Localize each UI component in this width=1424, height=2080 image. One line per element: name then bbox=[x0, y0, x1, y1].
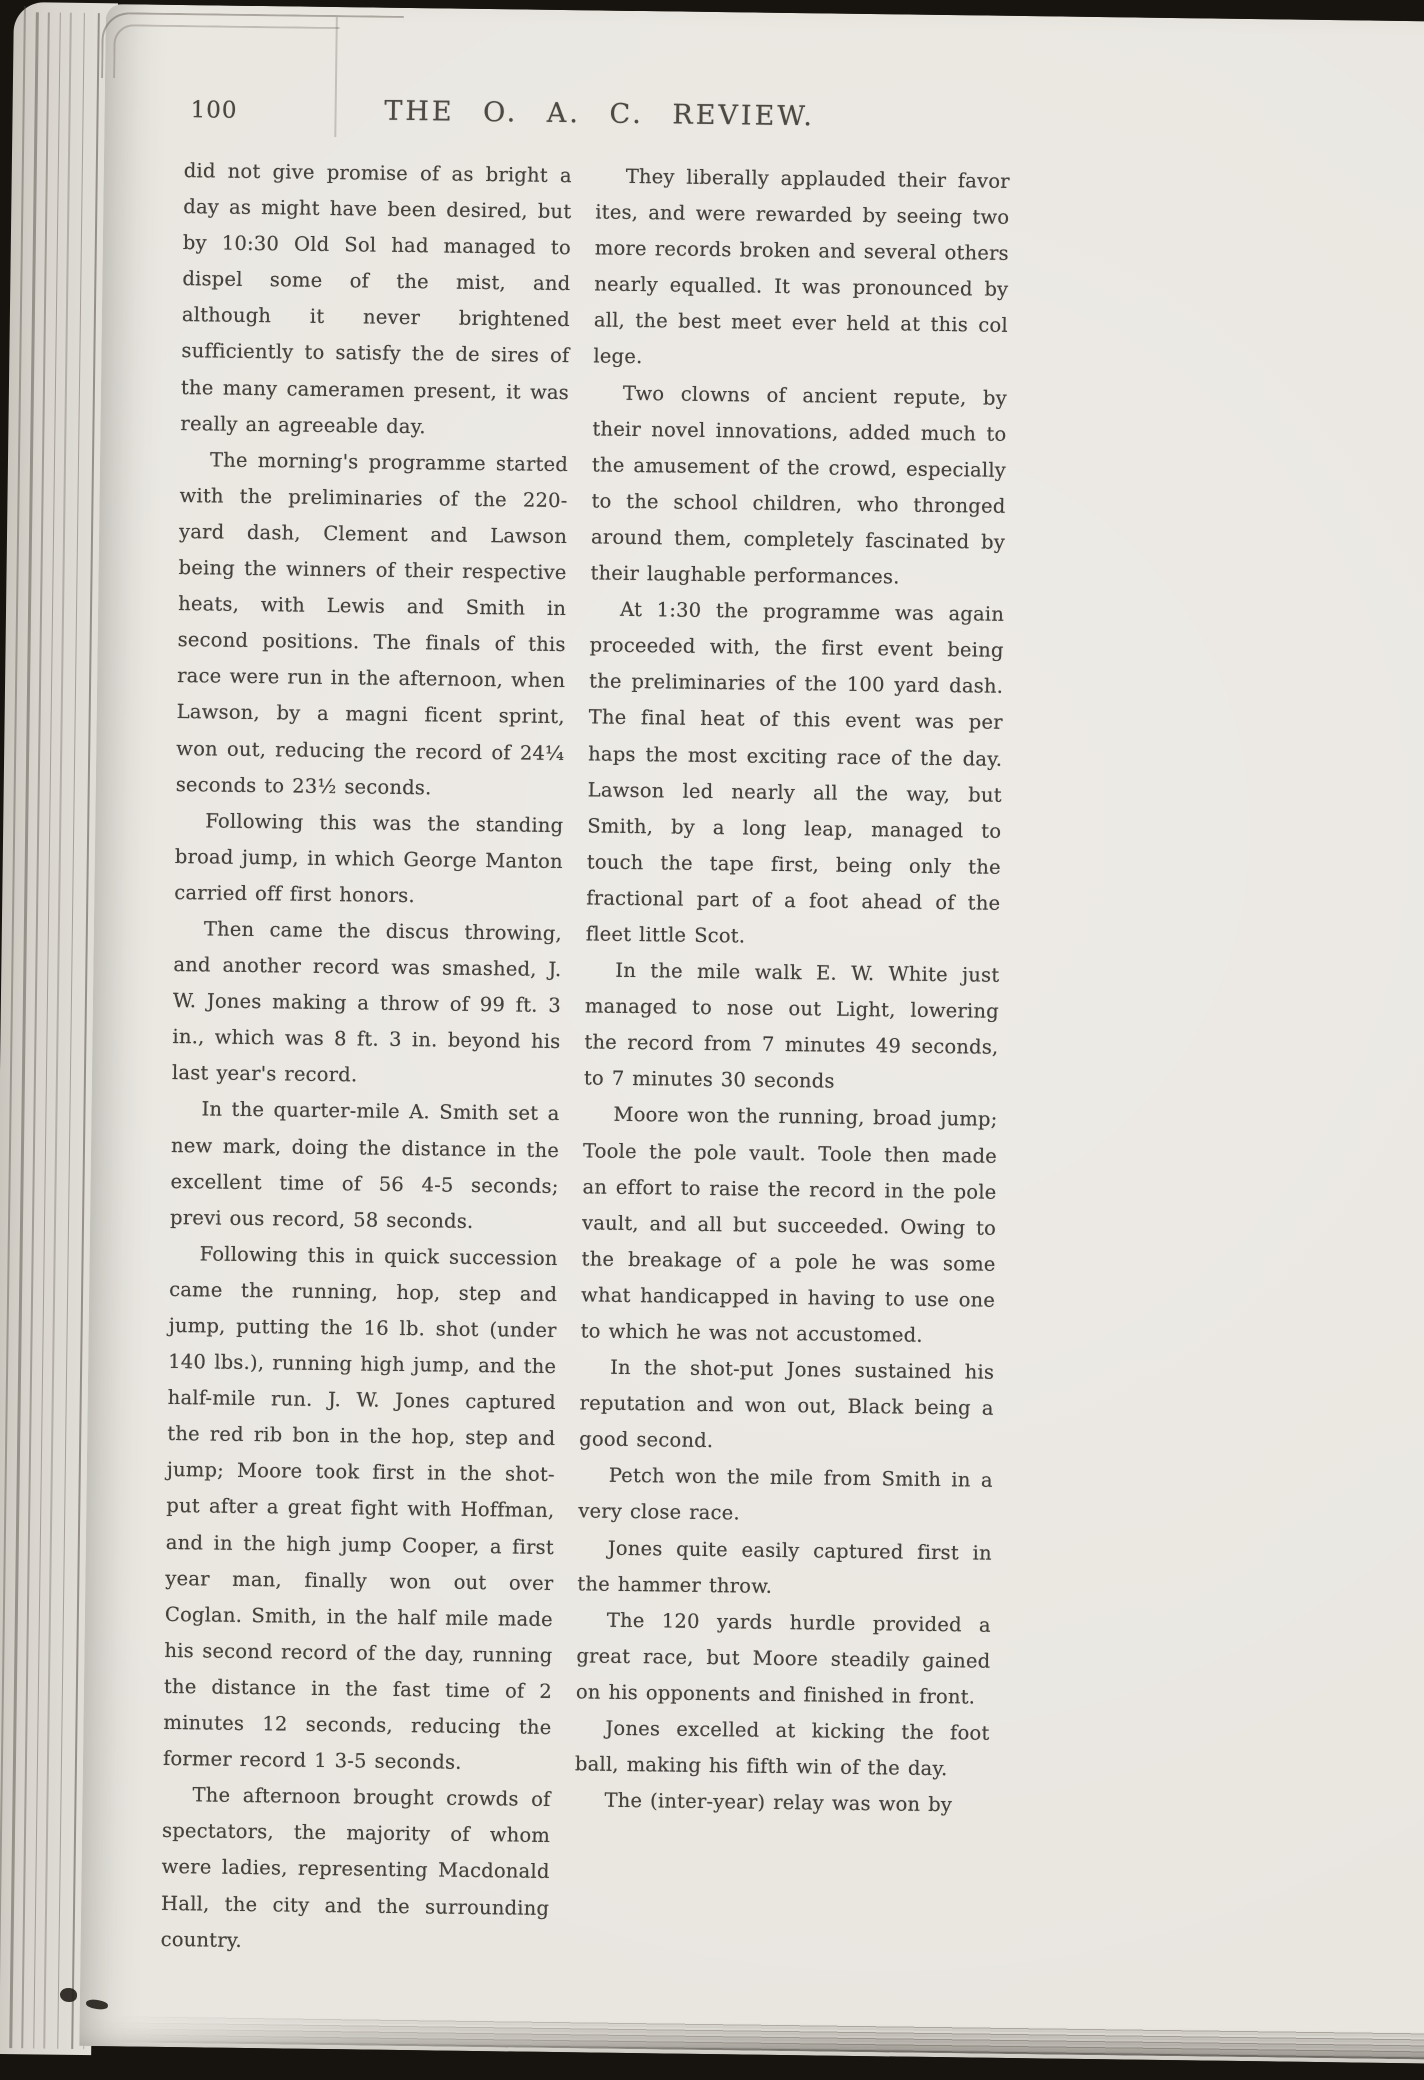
journal-title: THE O. A. C. REVIEW. bbox=[384, 95, 816, 133]
text-columns bbox=[160, 153, 1014, 1968]
paragraph: Following this was the standing broad jump, in which George Manton carried off first honors. bbox=[174, 809, 564, 907]
paragraph: The (inter-year) relay was won by bbox=[604, 1788, 953, 1817]
page-edge-line bbox=[57, 13, 85, 2049]
paragraph: At 1:30 the programme was again proceeded with, the first event being the preliminaries of the 100 yard dash. The final heat of this event was per haps the most exciting race of the day. Lawson led nearly all the way, but Smith, by a long leap, managed to touch the tape first, being only the fractional part of a foot ahead of the fleet little Scot. bbox=[585, 597, 1005, 948]
paragraph: Two clowns of ancient repute, by their novel innovations, added much to the amusement of the crowd, especially to the school children, who thronged around them, completely fascinated by their laughable performances. bbox=[590, 381, 1008, 589]
paragraph: In the mile walk E. W. White just managed to nose out Light, lowering the record from 7 minutes 49 seconds, to 7 minutes 30 seconds bbox=[583, 958, 1000, 1093]
page-number: 100 bbox=[190, 97, 238, 124]
paragraph: The 120 yards hurdle provided a great race, but Moore steadily gained on his opponents and finished in front. bbox=[575, 1608, 992, 1709]
column-left bbox=[160, 153, 572, 1963]
paragraph: did not give promise of as bright a day as might have been desired, but by 10:30 Old Sol had managed to dispel some of the mist, and although it never brightened sufficiently to satisfy the de sires of the many cameramen present, it was really an agreeable day. bbox=[180, 159, 572, 438]
paragraph: Jones excelled at kicking the foot ball, making his fifth win of the day. bbox=[574, 1716, 990, 1781]
ink-blot bbox=[60, 1988, 77, 2002]
paragraph: Jones quite easily captured first in the hammer throw. bbox=[577, 1536, 992, 1598]
paragraph: They liberally applauded their favor ites, and were rewarded by seeing two more records broken and several others nearly equalled. It was pronounced by all, the best meet ever held at this col lege. bbox=[593, 164, 1010, 369]
paragraph: In the shot-put Jones sustained his reputation and won out, Black being a good second. bbox=[579, 1355, 995, 1453]
column-right bbox=[572, 158, 1010, 1968]
paragraph: The afternoon brought crowds of spectators, the majority of whom were ladies, representing Macdonald Hall, the city and the surrounding country. bbox=[160, 1783, 551, 1952]
paragraph: Petch won the mile from Smith in a very close race. bbox=[578, 1464, 993, 1525]
page-content bbox=[80, 4, 1015, 1968]
bottom-page-edge-stack bbox=[105, 2014, 1424, 2061]
page bbox=[79, 4, 1424, 2065]
paragraph: The morning's programme started with the preliminaries of the 220-yard dash, Clement and Lawson being the winners of their respective heats, with Lewis and Smith in second positions. The finals of this race were run in the afternoon, when Lawson, by a magni ficent sprint, won out, reducing the record of 24¼ seconds to 23½ seconds. bbox=[175, 448, 569, 799]
paragraph: Then came the discus throwing, and another record was smashed, J. W. Jones making a throw of 99 ft. 3 in., which was 8 ft. 3 in. beyond his last year's record. bbox=[171, 917, 563, 1087]
paragraph: Moore won the running, broad jump; Toole the pole vault. Toole then made an effort to raise the record in the pole vault, and all but succeeded. Owing to the breakage of a pole he was some what handicapped in having to use one to which he was not accustomed. bbox=[580, 1103, 998, 1347]
page-header bbox=[184, 93, 1014, 138]
paragraph: In the quarter-mile A. Smith set a new mark, doing the distance in the excellent time of 56 4-5 seconds; previ ous record, 58 seconds. bbox=[169, 1097, 560, 1233]
paragraph: Following this in quick succession came the running, hop, step and jump, putting the 16 lb. shot (under 140 lbs.), running high jump, and the half-mile run. J. W. Jones captured the red rib bon in the hop, step and jump; Moore took first in the shot-put after a great fight with Hoffman, and in the high jump Cooper, a first year man, finally won out over Coglan. Smith, in the half mile made his second record of the day, running the distance in the fast time of 2 minutes 12 seconds, reducing the former record 1 3-5 seconds. bbox=[162, 1242, 558, 1774]
